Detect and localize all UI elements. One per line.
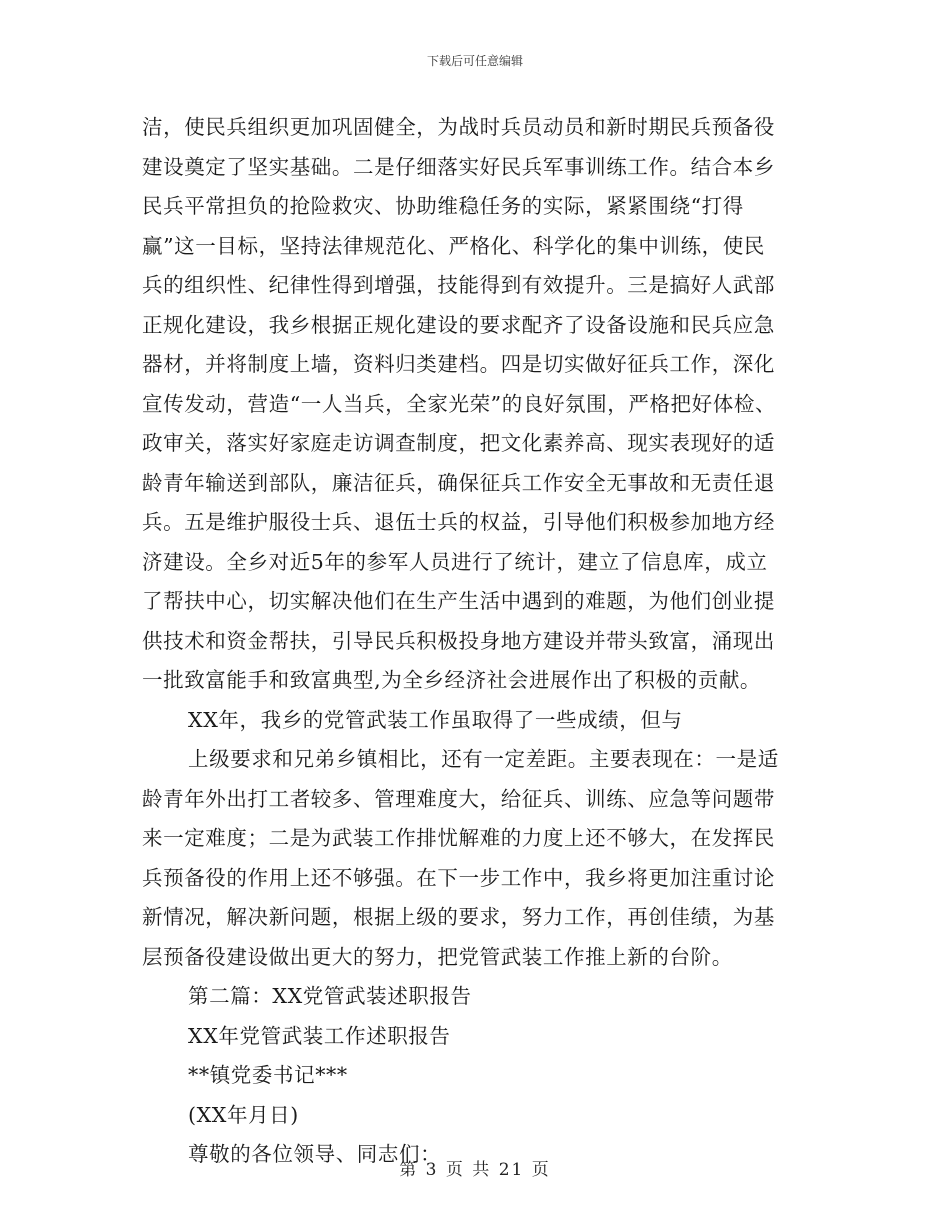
- text-line: 宣传发动，营造“一人当兵，全家光荣”的良好氛围，严格把好体检、: [142, 391, 777, 416]
- text-line: XX年党管武装工作述职报告: [188, 1023, 451, 1048]
- text-line: 第二篇：XX党管武装述职报告: [188, 984, 472, 1008]
- text-line: 兵预备役的作用上还不够强。在下一步工作中，我乡将更加注重讨论: [142, 865, 775, 890]
- text-line: 兵的组织性、纪律性得到增强，技能得到有效提升。三是搞好人武部: [142, 273, 775, 297]
- text-line: **镇党委书记***: [188, 1063, 348, 1087]
- text-line: 龄青年输送到部队，廉洁征兵，确保征兵工作安全无事故和无责任退: [142, 470, 775, 495]
- text-line: 供技术和资金帮扶，引导民兵积极投身地方建设并带头致富，涌现出: [142, 628, 775, 653]
- text-line: XX年，我乡的党管武装工作虽取得了一些成绩，但与: [188, 707, 683, 732]
- text-line: 洁，使民兵组织更加巩固健全，为战时兵员动员和新时期民兵预备役: [142, 115, 775, 139]
- text-line: 正规化建设，我乡根据正规化建设的要求配齐了设备设施和民兵应急: [142, 312, 775, 337]
- text-line: 民兵平常担负的抢险救灾、协助维稳任务的实际，紧紧围绕“打得: [142, 194, 744, 218]
- text-line: 建设奠定了坚实基础。二是仔细落实好民兵军事训练工作。结合本乡: [142, 154, 775, 179]
- text-line: 济建设。全乡对近5年的参军人员进行了统计，建立了信息库，成立: [142, 549, 768, 574]
- text-line: 来一定难度；二是为武装工作排忧解难的力度上还不够大，在发挥民: [142, 826, 775, 850]
- text-line: 器材，并将制度上墙，资料归类建档。四是切实做好征兵工作，深化: [142, 352, 775, 376]
- text-line: 政审关，落实好家庭走访调查制度，把文化素养高、现实表现好的适: [142, 431, 775, 455]
- text-line: 赢”这一目标，坚持法律规范化、严格化、科学化的集中训练，使民: [142, 233, 765, 258]
- text-line: 兵。五是维护服役士兵、退伍士兵的权益，引导他们积极参加地方经: [142, 510, 775, 534]
- text-line: 上级要求和兄弟乡镇相比，还有一定差距。主要表现在：一是适: [188, 747, 779, 771]
- page-header: 下载后可任意编辑: [426, 54, 523, 68]
- document-body: [142, 108, 822, 1175]
- text-line: 一批致富能手和致富典型,为全乡经济社会进展作出了积极的贡献。: [142, 668, 762, 692]
- page-footer: 第 3 页 共 21 页: [399, 1160, 551, 1180]
- text-line: (XX年月日): [188, 1102, 299, 1127]
- text-line: 尊敬的各位领导、同志们：: [188, 1142, 442, 1166]
- text-line: 了帮扶中心，切实解决他们在生产生活中遇到的难题，为他们创业提: [142, 589, 775, 613]
- text-line: 龄青年外出打工者较多、管理难度大，给征兵、训练、应急等问题带: [142, 786, 775, 811]
- text-line: 新情况，解决新问题，根据上级的要求，努力工作，再创佳绩，为基: [142, 905, 775, 929]
- text-line: 层预备役建设做出更大的努力，把党管武装工作推上新的台阶。: [142, 944, 733, 969]
